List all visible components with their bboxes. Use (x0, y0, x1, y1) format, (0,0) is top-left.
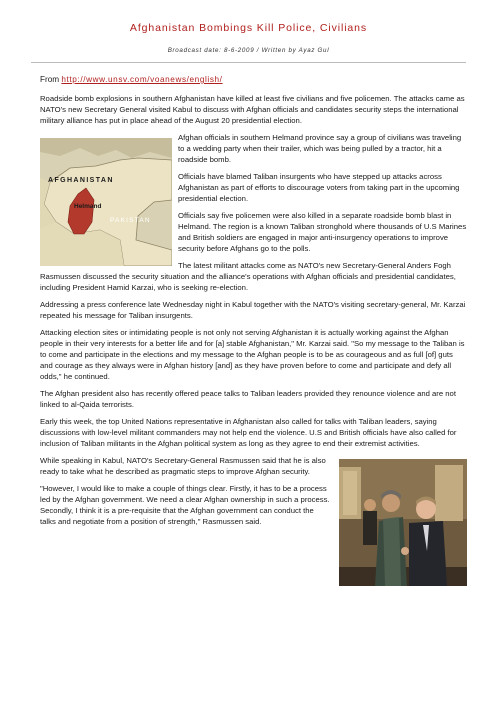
paragraph-3: Officials have blamed Taliban insurgents who have stepped up attacks across Afghanistan as part of efforts to discourage voters from taking part in the upcoming presidential election. (178, 172, 460, 203)
source-prefix: From (40, 75, 62, 84)
paragraph-5: The latest militant attacks come as NATO's new Secretary-General Anders Fogh Rasmussen discussed the security situation and the alliance's operations with Afghan officials and presidential candidates, including President Hamid Karzai, who is seeking re-election. (40, 261, 456, 292)
article-body (40, 74, 467, 588)
paragraph-4: Officials say five policemen were also killed in a separate roadside bomb blast in Helmand. The region is a known Taliban stronghold where thousands of U.S Marines and British soldiers are engaged in major anti-insurgency operations to improve security before Afghans go to the polls. (178, 211, 467, 253)
afghanistan-map (40, 138, 172, 266)
leaders-photo (339, 459, 467, 586)
header-divider (31, 62, 466, 63)
paragraph-2: Afghan officials in southern Helmand province say a group of civilians was traveling to a wedding party when their trailer, which was being pulled by a tractor, hit a roadside bomb. (178, 133, 462, 164)
map-label-country: AFGHANISTAN (48, 177, 114, 184)
map-label-neighbor: PAKISTAN (110, 217, 151, 224)
map-label-province: Helmand (74, 203, 102, 210)
article-title: Afghanistan Bombings Kill Police, Civilians (129, 22, 368, 34)
paragraph-11: "However, I would like to make a couple of things clear. Firstly, it has to be a process led by the Afghan government. We need a clear Afghan ownership in such a process. Secondly, I think it is a pre-requisite that the Afghan government can conduct the talks and negotiate from a position of strength," Rasmussen said. (40, 484, 330, 526)
paragraph-10: While speaking in Kabul, NATO's Secretary-General Rasmussen said that he is also ready to take what he described as pragmatic steps to improve Afghan security. (40, 456, 326, 476)
source-link[interactable]: http://www.unsv.com/voanews/english/ (61, 75, 223, 84)
paragraph-1: Roadside bomb explosions in southern Afghanistan have killed at least five civilians and five policemen. The attacks came as NATO's new Secretary General visited Kabul to discuss with Afghan officials and candidates security steps the international military alliance has put in place ahead of the August 20 presidential election. (40, 94, 465, 125)
paragraph-8: The Afghan president also has recently offered peace talks to Taliban leaders provided they renounce violence and are not linked to al-Qaida terrorists. (40, 389, 456, 409)
source-line (40, 74, 467, 85)
broadcast-meta: Broadcast date: 8-6-2009 / Written by Ayaz Gul (167, 47, 330, 54)
paragraph-9: Early this week, the top United Nations representative in Afghanistan also called for talks with Taliban leaders, saying discussions with low-level militant commanders may not help end the violence. U.S and British officials have also called for inclusion of Taliban militants in the Afghan political system as long as they agree to end their extremist activities. (40, 417, 457, 448)
paragraph-7: Attacking election sites or intimidating people is not only not serving Afghanistan it is actually working against the Afghan people in their very interests for a better life and for [a] stable Afghanistan," Mr. Karzai said. "So my message to the Taliban is to come and participate in the elections and my message to the Afghan people is to be as courageous and as full [of] guts and courage as they always were in Afghan history [and] as they have proven before to come and participate and defy all odds," he continued. (40, 328, 465, 381)
paragraph-6: Addressing a press conference late Wednesday night in Kabul together with the NATO's visiting secretary-general, Mr. Karzai repeated his message for Taliban insurgents. (40, 300, 466, 320)
